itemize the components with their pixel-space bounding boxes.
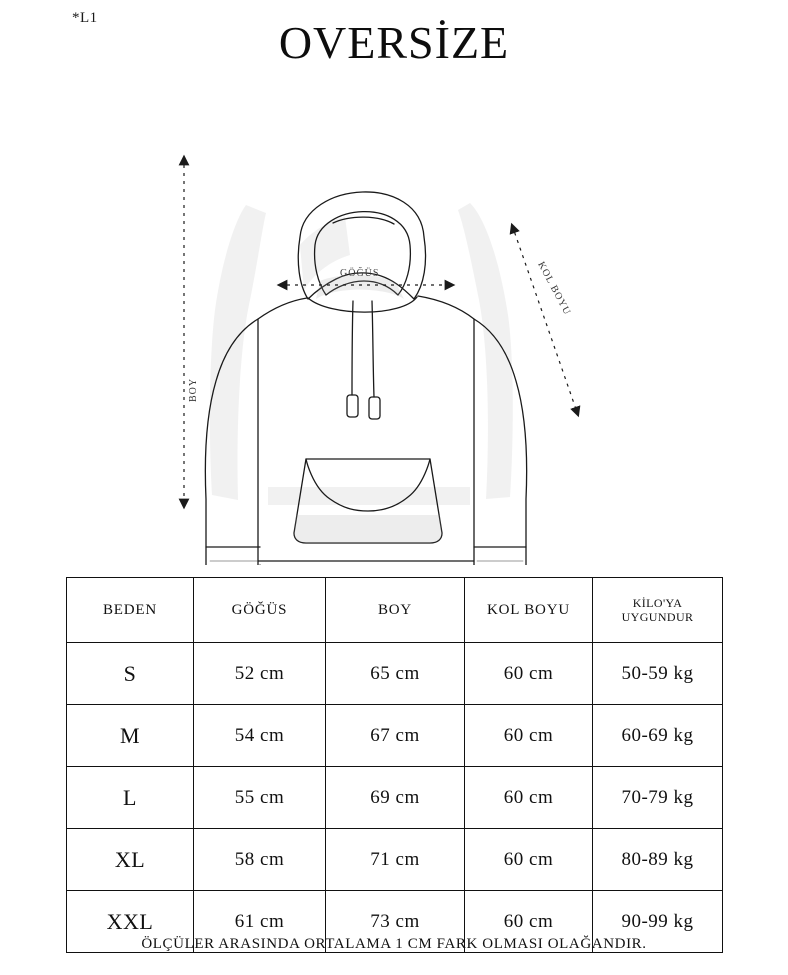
table-header-row — [67, 578, 723, 643]
column-header-kilo — [593, 578, 723, 643]
measure-label-sleeve: KOL BOYU — [535, 260, 573, 318]
column-header-gogus: GÖĞÜS — [194, 578, 326, 643]
cell-beden: XXL — [67, 891, 194, 953]
product-code-label: *L1 — [72, 10, 98, 26]
cell-kilo: 70-79 kg — [593, 767, 723, 829]
table-row — [67, 705, 723, 767]
cell-gogus: 61 cm — [194, 891, 326, 953]
garment-shadow — [210, 203, 513, 505]
column-header-boy: BOY — [326, 578, 465, 643]
cell-kilo: 60-69 kg — [593, 705, 723, 767]
cell-beden: XL — [67, 829, 194, 891]
cell-beden: S — [67, 643, 194, 705]
column-header-kol-boyu: KOL BOYU — [465, 578, 593, 643]
footnote-text: ÖLÇÜLER ARASINDA ORTALAMA 1 CM FARK OLMASI OLAĞANDIR. — [141, 936, 647, 952]
cell-kol: 60 cm — [465, 705, 593, 767]
measure-label-length: BOY — [188, 377, 199, 402]
cell-gogus: 58 cm — [194, 829, 326, 891]
hoodie-diagram-svg — [0, 95, 788, 565]
cell-gogus: 52 cm — [194, 643, 326, 705]
cell-beden: L — [67, 767, 194, 829]
table-row — [67, 767, 723, 829]
size-table-header — [67, 578, 723, 643]
cell-kol: 60 cm — [465, 829, 593, 891]
measure-label-chest: GÖĞÜS — [340, 268, 380, 279]
cell-kilo: 80-89 kg — [593, 829, 723, 891]
column-header-kilo-line2: UYGUNDUR — [621, 610, 694, 624]
size-table — [66, 577, 723, 953]
cell-boy: 65 cm — [326, 643, 465, 705]
hoodie-illustration — [0, 95, 788, 565]
cell-boy: 69 cm — [326, 767, 465, 829]
cell-beden: M — [67, 705, 194, 767]
cell-kilo: 90-99 kg — [593, 891, 723, 953]
cell-boy: 67 cm — [326, 705, 465, 767]
table-row — [67, 643, 723, 705]
page-title: OVERSİZE — [278, 17, 510, 68]
cell-boy: 73 cm — [326, 891, 465, 953]
cell-boy: 71 cm — [326, 829, 465, 891]
table-row — [67, 829, 723, 891]
cell-kol: 60 cm — [465, 891, 593, 953]
cell-kilo: 50-59 kg — [593, 643, 723, 705]
column-header-kilo-line1: KİLO'YA — [632, 596, 683, 610]
size-table-body — [67, 643, 723, 953]
cell-gogus: 54 cm — [194, 705, 326, 767]
column-header-beden: BEDEN — [67, 578, 194, 643]
cell-gogus: 55 cm — [194, 767, 326, 829]
cell-kol: 60 cm — [465, 767, 593, 829]
cell-kol: 60 cm — [465, 643, 593, 705]
